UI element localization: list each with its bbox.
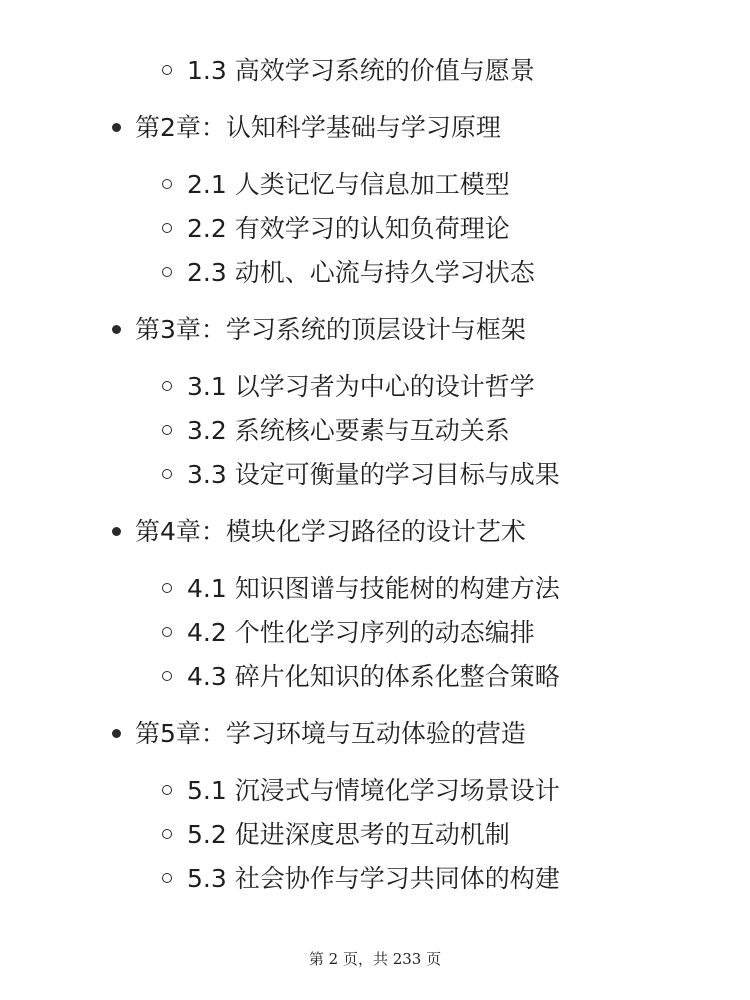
toc-section-item xyxy=(162,411,510,451)
circle-bullet-icon xyxy=(162,785,172,795)
circle-bullet-icon xyxy=(162,425,172,435)
toc-section-label: 3.1 以学习者为中心的设计哲学 xyxy=(187,372,535,401)
toc-section-label: 1.3 高效学习系统的价值与愿景 xyxy=(187,56,535,85)
toc-section-item xyxy=(162,455,560,495)
toc-section-item xyxy=(162,209,510,249)
toc-section-label: 4.3 碎片化知识的体系化整合策略 xyxy=(187,662,560,691)
circle-bullet-icon xyxy=(162,671,172,681)
toc-section-item xyxy=(162,859,560,899)
toc-section-label: 4.2 个性化学习序列的动态编排 xyxy=(187,618,535,647)
toc-section-item xyxy=(162,165,510,205)
circle-bullet-icon xyxy=(162,829,172,839)
toc-chapter-label: 第2章：认知科学基础与学习原理 xyxy=(135,113,501,142)
toc-chapter-item xyxy=(112,714,526,754)
toc-section-item xyxy=(162,253,535,293)
circle-bullet-icon xyxy=(162,381,172,391)
circle-bullet-icon xyxy=(162,627,172,637)
toc-section-item xyxy=(162,569,560,609)
toc-section-label: 5.2 促进深度思考的互动机制 xyxy=(187,820,510,849)
circle-bullet-icon xyxy=(162,65,172,75)
disc-bullet-icon xyxy=(112,123,121,132)
toc-section-label: 2.1 人类记忆与信息加工模型 xyxy=(187,170,510,199)
toc-section-item xyxy=(162,51,535,91)
page-number-footer: 第 2 页，共 233 页 xyxy=(308,950,442,968)
toc-section-item xyxy=(162,657,560,697)
circle-bullet-icon xyxy=(162,179,172,189)
toc-section-label: 2.3 动机、心流与持久学习状态 xyxy=(187,258,535,287)
toc-section-item xyxy=(162,613,535,653)
toc-chapter-label: 第4章：模块化学习路径的设计艺术 xyxy=(135,517,526,546)
toc-section-item xyxy=(162,815,510,855)
toc-section-label: 5.1 沉浸式与情境化学习场景设计 xyxy=(187,776,560,805)
toc-section-item xyxy=(162,771,560,811)
circle-bullet-icon xyxy=(162,469,172,479)
toc-chapter-item xyxy=(112,108,501,148)
toc-chapter-label: 第5章：学习环境与互动体验的营造 xyxy=(135,719,526,748)
toc-chapter-item xyxy=(112,310,526,350)
circle-bullet-icon xyxy=(162,223,172,233)
toc-section-label: 3.3 设定可衡量的学习目标与成果 xyxy=(187,460,560,489)
disc-bullet-icon xyxy=(112,729,121,738)
disc-bullet-icon xyxy=(112,325,121,334)
toc-chapter-item xyxy=(112,512,526,552)
circle-bullet-icon xyxy=(162,583,172,593)
toc-section-label: 3.2 系统核心要素与互动关系 xyxy=(187,416,510,445)
toc-section-label: 2.2 有效学习的认知负荷理论 xyxy=(187,214,510,243)
toc-section-label: 5.3 社会协作与学习共同体的构建 xyxy=(187,864,560,893)
toc-section-item xyxy=(162,367,535,407)
toc-chapter-label: 第3章：学习系统的顶层设计与框架 xyxy=(135,315,526,344)
disc-bullet-icon xyxy=(112,527,121,536)
circle-bullet-icon xyxy=(162,267,172,277)
toc-section-label: 4.1 知识图谱与技能树的构建方法 xyxy=(187,574,560,603)
circle-bullet-icon xyxy=(162,873,172,883)
